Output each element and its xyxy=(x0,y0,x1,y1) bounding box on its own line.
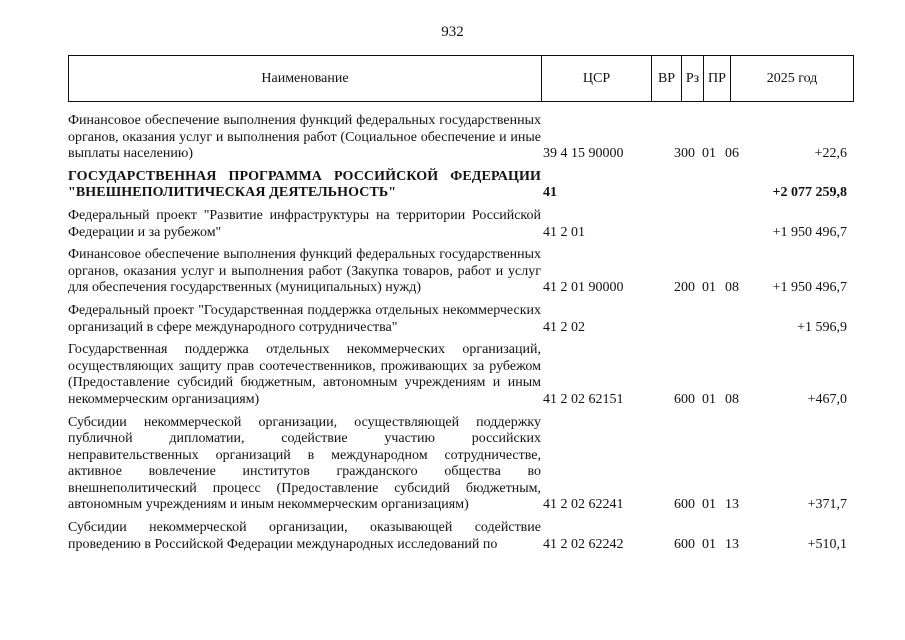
table-body xyxy=(68,113,854,559)
header-name: Наименование xyxy=(69,56,542,101)
row-name: Федеральный проект "Развитие инфраструктуры на территории Российской Федерации и за рубежом" xyxy=(68,207,541,240)
row-pr: 06 xyxy=(725,146,739,162)
row-vr: 600 xyxy=(674,497,695,513)
header-amount: 2025 год xyxy=(766,70,818,86)
row-vr: 300 xyxy=(674,146,695,162)
row-vr: 600 xyxy=(674,536,695,552)
row-name: Субсидии некоммерческой организации, осуществляющей поддержку публичной дипломатии, содействие участию российских неправительственных организаций в международном сотрудничестве, активное вовлечение институтов гражданского общества во внешнеполитический процесс (Предоставление субсидий бюджетным, автономным учреждениям и иным некоммерческим организациям) xyxy=(68,414,541,513)
row-name: Финансовое обеспечение выполнения функций федеральных государственных органов, оказания услуг и выполнения работ (Закупка товаров, работ и услуг для обеспечения государственных (муниципальных) нужд) xyxy=(68,247,541,296)
row-amount: +467,0 xyxy=(807,391,847,407)
table-row xyxy=(68,342,854,408)
row-csr: 41 2 02 xyxy=(543,319,585,335)
table-row xyxy=(68,303,854,336)
table-row xyxy=(68,169,854,202)
table-header xyxy=(68,55,854,102)
row-amount: +371,7 xyxy=(807,497,847,513)
row-rz: 01 xyxy=(702,391,716,407)
row-csr: 41 2 02 62151 xyxy=(543,391,624,407)
row-pr: 13 xyxy=(725,497,739,513)
table-row xyxy=(68,113,854,163)
header-pr: ПР xyxy=(704,56,731,101)
row-name: Государственная поддержка отдельных некоммерческих организаций, осуществляющих защиту прав соотечественников, проживающих за рубежом (Предоставление субсидий бюджетным, автономным учреждениям и иным некоммерческим организациям) xyxy=(68,342,541,407)
row-vr: 600 xyxy=(674,391,695,407)
row-csr: 39 4 15 90000 xyxy=(543,146,624,162)
row-amount: +22,6 xyxy=(814,146,847,162)
header-vr: ВР xyxy=(652,56,682,101)
table-row xyxy=(68,415,854,515)
table-row xyxy=(68,208,854,241)
row-amount: +510,1 xyxy=(807,536,847,552)
row-csr: 41 2 02 62241 xyxy=(543,497,624,513)
header-rz: Рз xyxy=(682,56,704,101)
row-name: Финансовое обеспечение выполнения функций федеральных государственных органов, оказания услуг и выполнения работ (Социальное обеспечение и иные выплаты населению) xyxy=(68,113,541,162)
row-pr: 13 xyxy=(725,536,739,552)
row-rz: 01 xyxy=(702,146,716,162)
row-rz: 01 xyxy=(702,536,716,552)
row-csr: 41 2 01 90000 xyxy=(543,280,624,296)
row-pr: 08 xyxy=(725,391,739,407)
row-amount: +1 596,9 xyxy=(797,319,847,335)
row-pr: 08 xyxy=(725,280,739,296)
header-csr: ЦСР xyxy=(542,56,652,101)
page-number: 932 xyxy=(441,24,464,40)
row-amount: +1 950 496,7 xyxy=(772,224,847,240)
row-name: Федеральный проект "Государственная поддержка отдельных некоммерческих организаций в сфере международного сотрудничества" xyxy=(68,302,541,335)
row-csr: 41 2 01 xyxy=(543,224,585,240)
row-amount: +2 077 259,8 xyxy=(772,185,847,201)
row-name: ГОСУДАРСТВЕННАЯ ПРОГРАММА РОССИЙСКОЙ ФЕДЕРАЦИИ "ВНЕШНЕПОЛИТИЧЕСКАЯ ДЕЯТЕЛЬНОСТЬ" xyxy=(68,168,541,201)
table-row xyxy=(68,247,854,297)
row-csr: 41 2 02 62242 xyxy=(543,536,624,552)
row-rz: 01 xyxy=(702,280,716,296)
table-row xyxy=(68,520,854,553)
row-csr: 41 xyxy=(543,185,557,201)
row-vr: 200 xyxy=(674,280,695,296)
row-amount: +1 950 496,7 xyxy=(772,280,847,296)
row-name: Субсидии некоммерческой организации, оказывающей содействие проведению в Российской Федерации международных исследований по xyxy=(68,520,541,552)
row-rz: 01 xyxy=(702,497,716,513)
